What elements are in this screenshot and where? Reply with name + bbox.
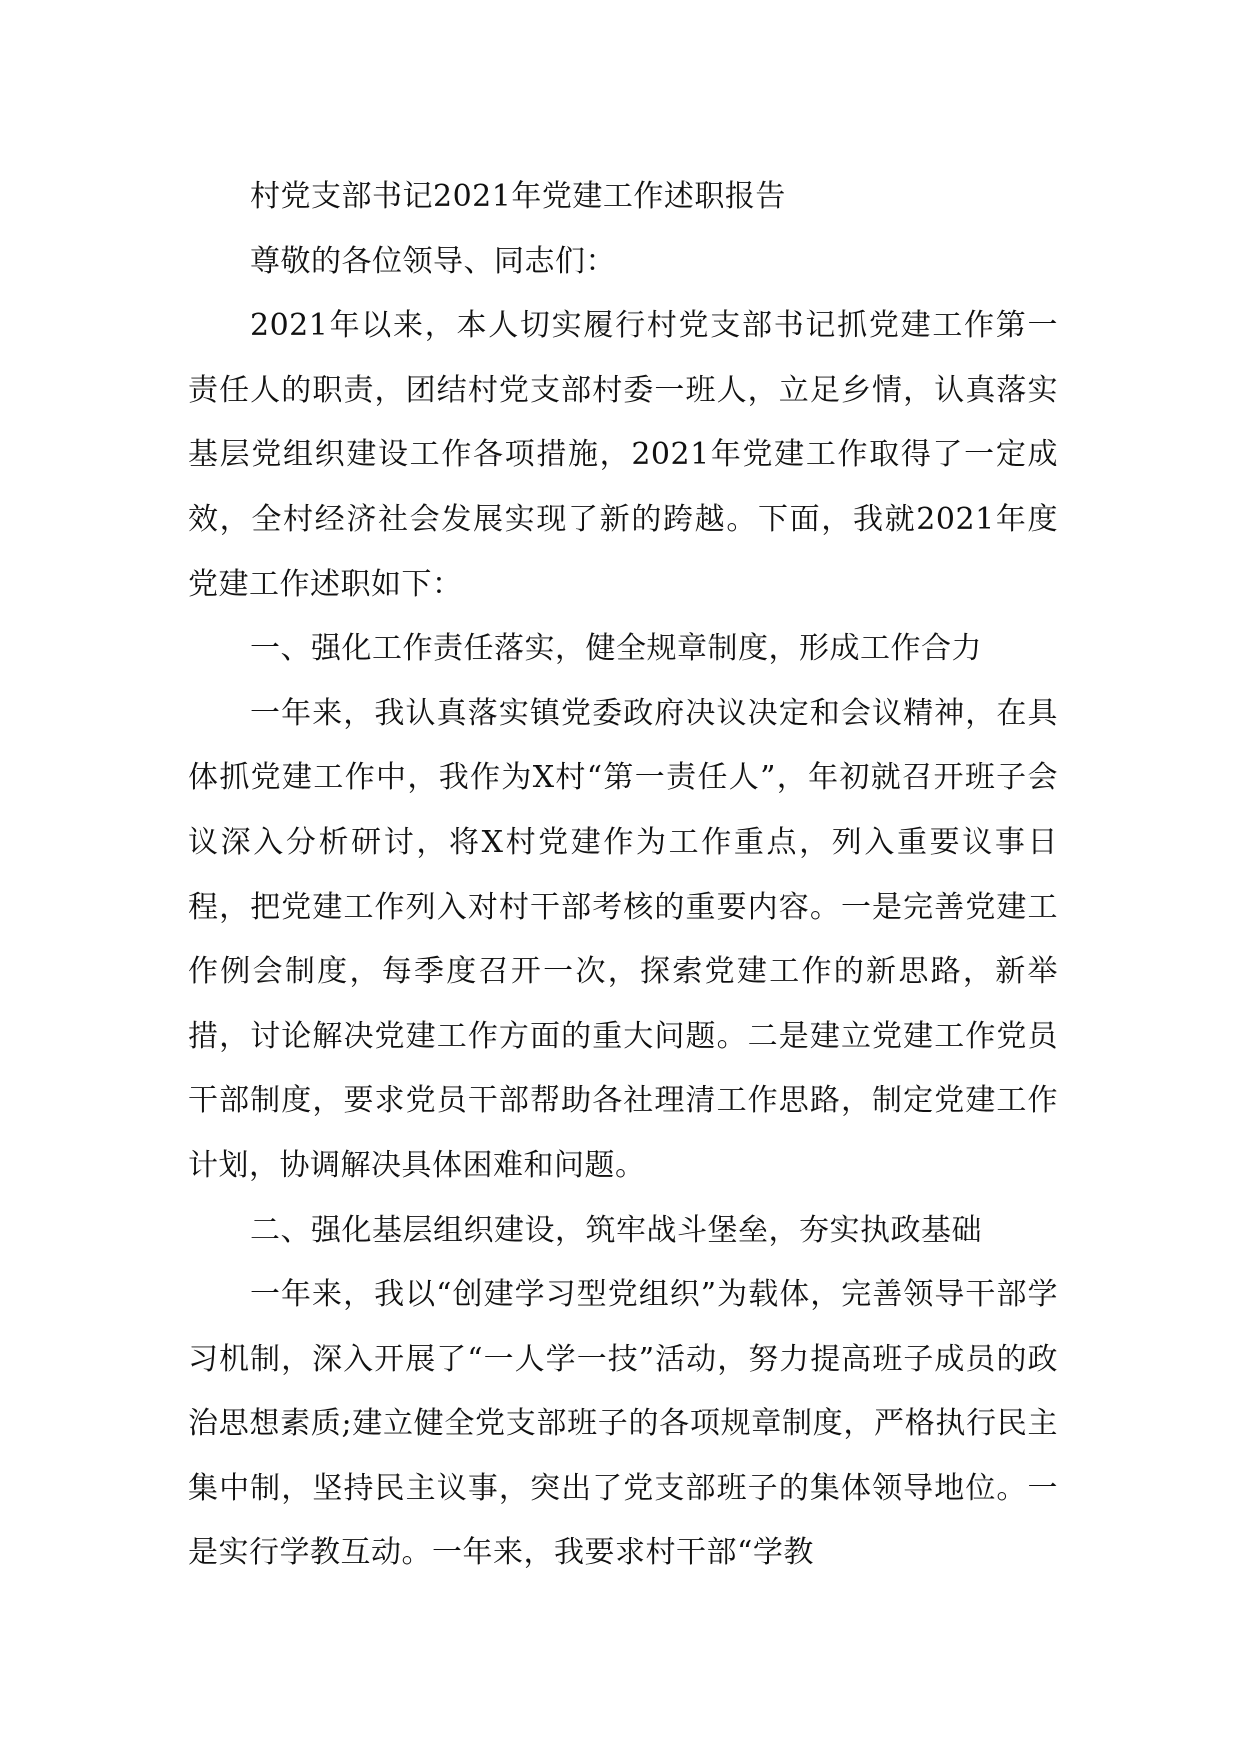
document-body <box>188 165 1058 1586</box>
salutation: 尊敬的各位领导、同志们： <box>250 243 616 279</box>
paragraph-section-2: 一年来，我以“创建学习型党组织”为载体，完善领导干部学习机制，深入开展了“一人学一技”活动，努力提高班子成员的政治思想素质;建立健全党支部班子的各项规章制度，严格执行民主集中制，坚持民主议事，突出了党支部班子的集体领导地位。一是实行学教互动。一年来，我要求村干部“学教 <box>188 1277 1058 1571</box>
document-title: 村党支部书记2021年党建工作述职报告 <box>250 179 786 214</box>
paragraph-section-1: 一年来，我认真落实镇党委政府决议决定和会议精神，在具体抓党建工作中，我作为X村“第一责任人”，年初就召开班子会议深入分析研讨，将X村党建作为工作重点，列入重要议事日程，把党建工作列入对村干部考核的重要内容。一是完善党建工作例会制度，每季度召开一次，探索党建工作的新思路，新举措，讨论解决党建工作方面的重大问题。二是建立党建工作党员干部制度，要求党员干部帮助各社理清工作思路，制定党建工作计划，协调解决具体困难和问题。 <box>188 695 1058 1183</box>
section-heading-1: 一、强化工作责任落实，健全规章制度，形成工作合力 <box>250 631 982 667</box>
section-heading-2: 二、强化基层组织建设，筑牢战斗堡垒，夯实执政基础 <box>250 1212 982 1248</box>
paragraph-intro: 2021年以来，本人切实履行村党支部书记抓党建工作第一责任人的职责，团结村党支部村委一班人，立足乡情，认真落实基层党组织建设工作各项措施，2021年党建工作取得了一定成效，全村经济社会发展实现了新的跨越。下面，我就2021年度党建工作述职如下： <box>188 308 1058 602</box>
